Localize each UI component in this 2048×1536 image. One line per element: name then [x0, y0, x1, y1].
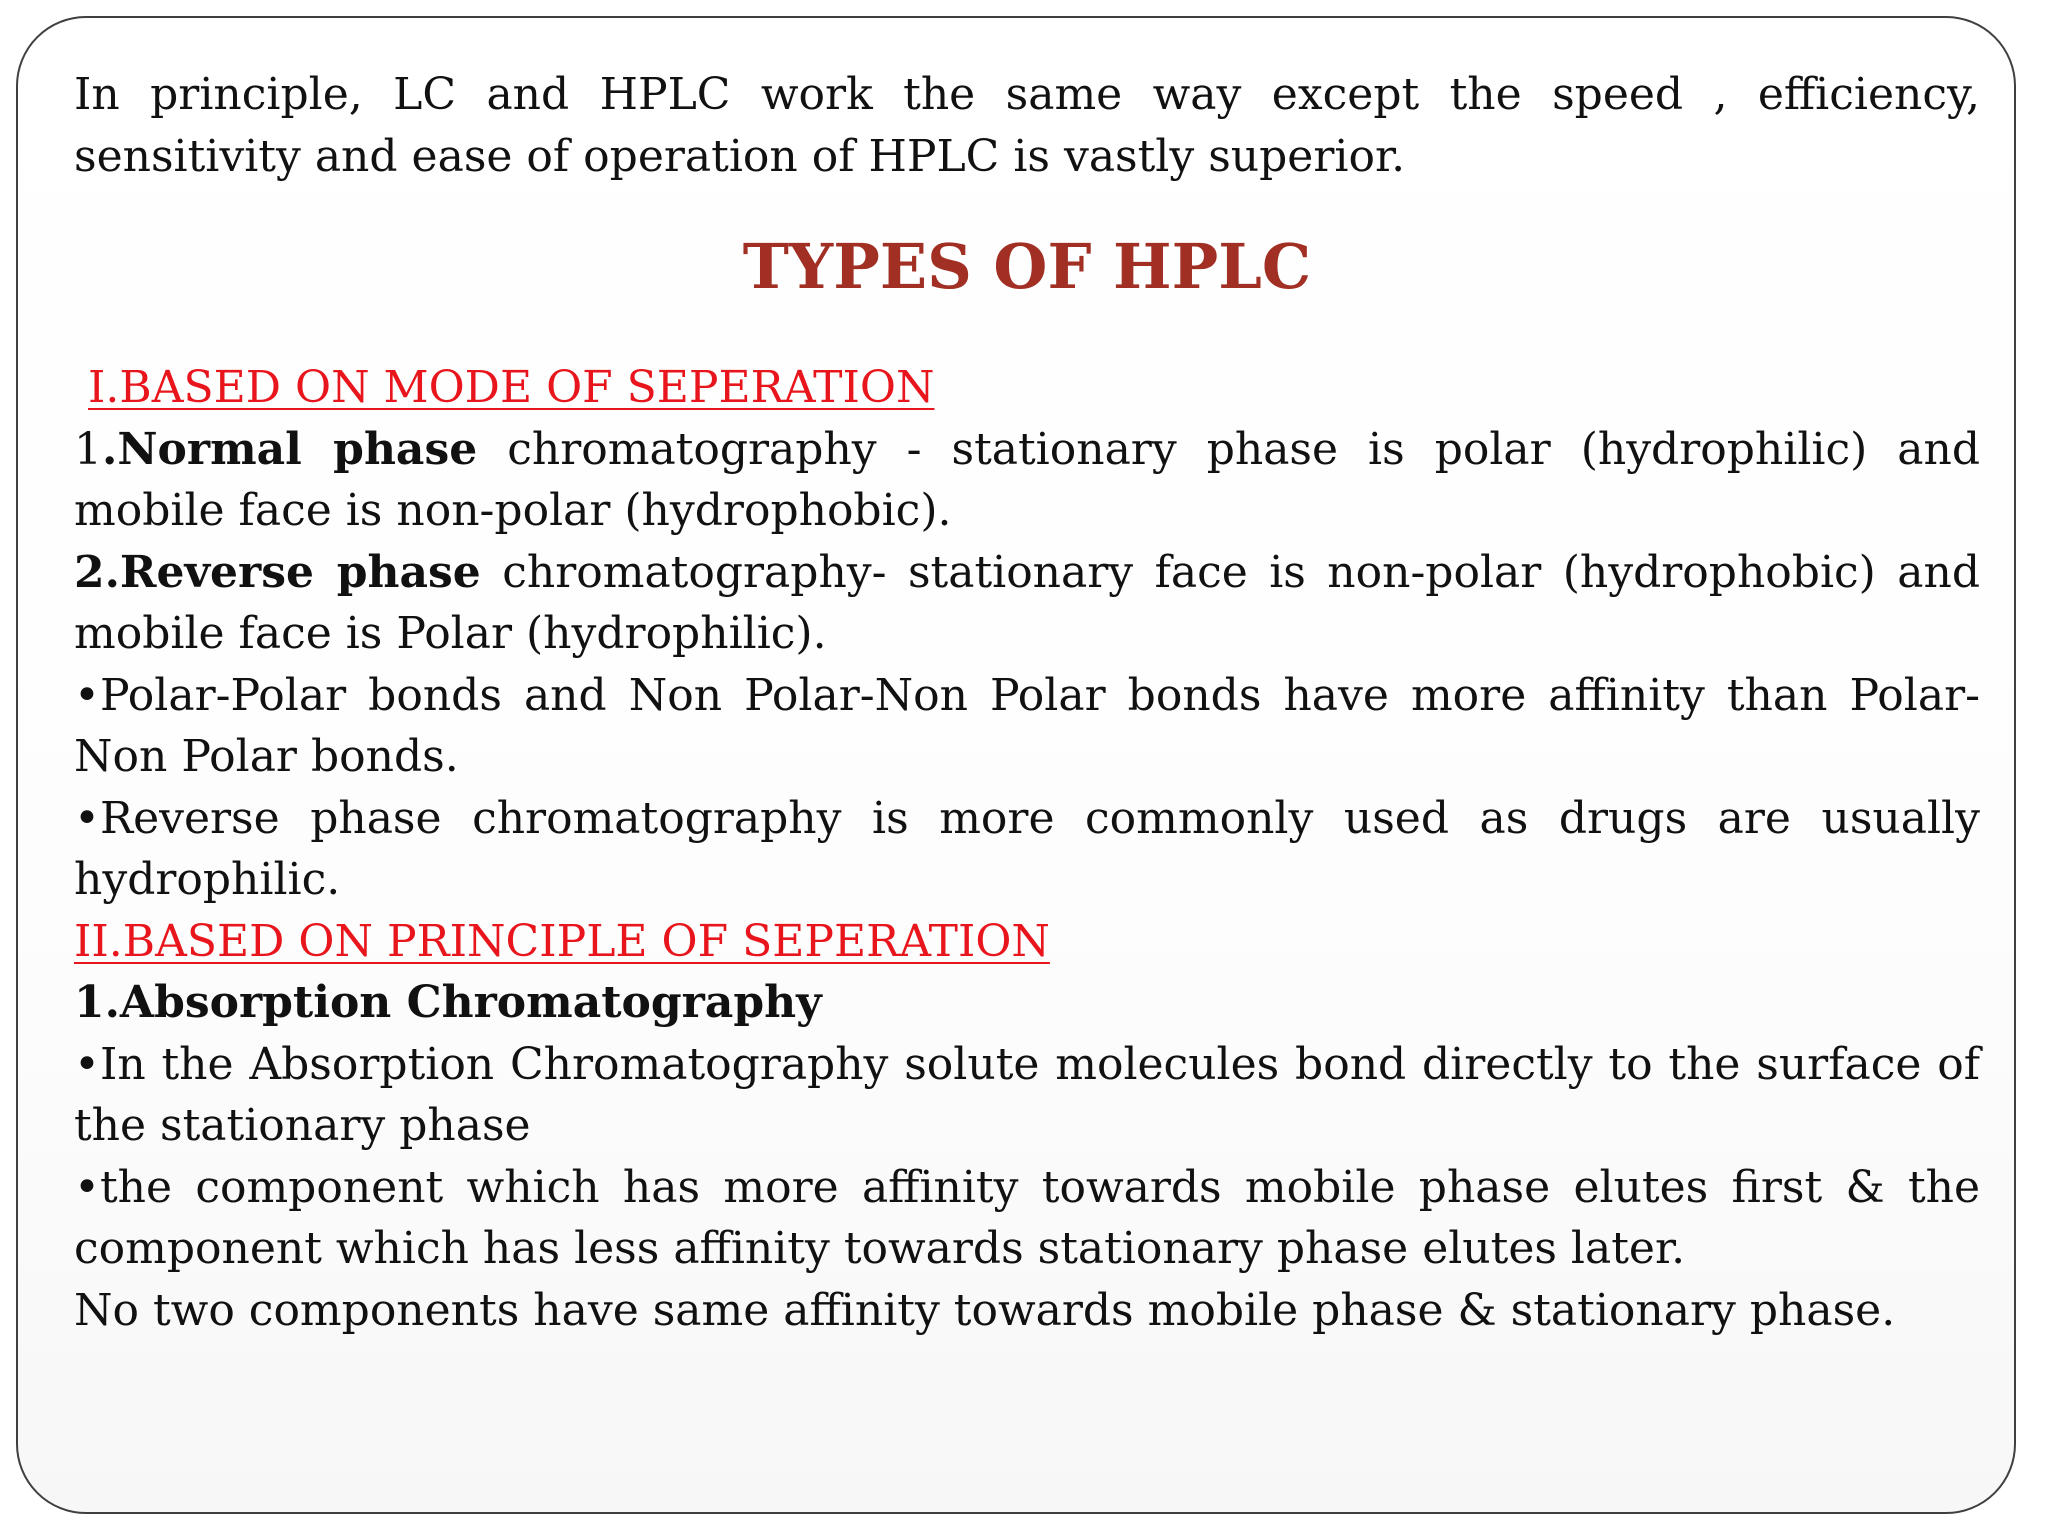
section2-bullet2: •the component which has more affinity towards mobile phase elutes first & the component which has less affinity towards stationary phase elutes later. [74, 1161, 1980, 1274]
slide-title: TYPES OF HPLC [742, 230, 1312, 303]
spacer [74, 307, 1980, 357]
spacer [74, 187, 1980, 227]
section1-bullet2: •Reverse phase chromatography is more commonly used as drugs are usually hydrophilic. [74, 792, 1980, 905]
section1-item1-number: 1 [74, 423, 102, 475]
slide-content [74, 64, 1980, 1341]
section1-bullet1: •Polar-Polar bonds and Non Polar-Non Polar bonds have more affinity than Polar-Non Polar bonds. [74, 669, 1980, 782]
section2-heading: II.BASED ON PRINCIPLE OF SEPERATION [74, 915, 1050, 967]
section2-subheading: 1.Absorption Chromatography [74, 977, 822, 1028]
section2-heading-line [74, 911, 1980, 973]
section1-item2-text: chromatography- stationary face is non-polar (hydrophobic) and mobile face is Polar (hydrophilic). [74, 546, 1980, 659]
section1-item2-term: 2.Reverse phase [74, 546, 481, 598]
section1-item1 [74, 419, 1980, 542]
slide-frame [16, 16, 2016, 1514]
section1-heading-line [74, 357, 1980, 419]
section1-item1-text: chromatography - stationary phase is polar (hydrophilic) and mobile face is non-polar (hydrophobic). [74, 423, 1981, 536]
intro-paragraph: In principle, LC and HPLC work the same way except the speed , efficiency, sensitivity and ease of operation of HPLC is vastly superior. [74, 69, 1980, 182]
section1-item1-term: .Normal phase [102, 423, 478, 475]
section2-bullet1: •In the Absorption Chromatography solute molecules bond directly to the surface of the stationary phase [74, 1038, 1980, 1151]
section1-item2 [74, 542, 1980, 665]
section2-closing: No two components have same affinity towards mobile phase & stationary phase. [74, 1284, 1896, 1336]
section1-heading: I.BASED ON MODE OF SEPERATION [88, 362, 935, 413]
